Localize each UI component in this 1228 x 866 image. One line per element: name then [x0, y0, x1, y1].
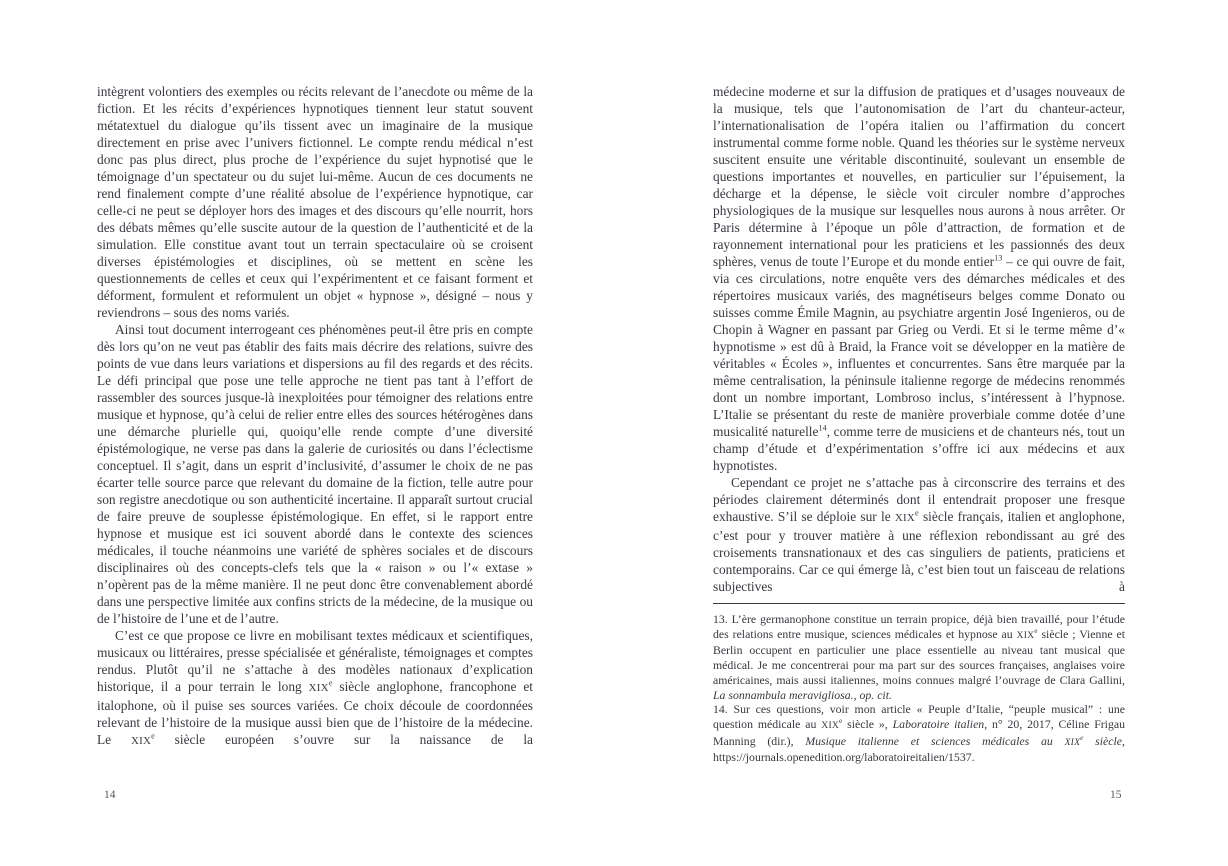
page-number: 14 — [104, 789, 116, 801]
paragraph: médecine moderne et sur la diffusion de pratiques et d’usages nouveaux de la musique, tels que l’autonomisation de l’art du chanteur-acteur, l’internationalisation de l’opéra italien ou l’affirmation du concert instrumental comme forme noble. Quand les théories sur le système nerveux suscitent ensuite une véritable discontinuité, soulevant un ensemble de questions importantes et nouvelles, en particulier sur l’épuisement, la décharge et la dépense, le siècle voit circuler nombre d’approches physiologiques de la musique sur lesquelles nous aurons à nous arrêter. Or Paris détermine à l’époque un pôle d’attraction, de formation et de rayonnement international pour les praticiens et les passionnés des deux sphères, venus de toute l’Europe et du monde entier$^{13}$ – ce qui ouvre de fait, via ces circulations, notre enquête vers des démarches médicales et des répertoires musicaux variés, des magnétiseurs belges comme Donato ou suisses comme Émile Magnin, au psychiatre argentin José Ingenieros, ou de Chopin à Wagner en passant par Grieg ou Verdi. Et si le terme même d’« hypnotisme » est dû à Braid, la France voit se développer en la matière de véritables « Écoles », influentes et concurrentes. Sans être marquée par la même centralisation, la péninsule italienne regorge de médecins renommés dont un nombre important, Lombroso inclus, s’intéressent à l’hypnose. L’Italie se présentant du reste de manière proverbiale comme dotée d’une musicalité naturelle$^{14}$, comme terre de musiciens et de chanteurs nés, tout un champ d’étude et d’expérimentation s’offre ici aux médecins et aux hypnotistes. — [713, 84, 1125, 473]
footnote-list — [713, 612, 1125, 765]
footnote: 14. Sur ces questions, voir mon article « Peuple d’Italie, “peuple musical” : une question médicale au XIXe siècle », Laboratoire italien, n° 20, 2017, Céline Frigau Manning (dir.), Musique italienne et sciences médicales au XIXe siècle, https://journals.openedition.org/laboratoireitalien/1537. — [713, 702, 1125, 765]
paragraph: Cependant ce projet ne s’attache pas à circonscrire des terrains et des périodes clairement déterminés dont il entendrait proposer une fresque exhaustive. S’il se déploie sur le XIXe siècle français, italien et anglophone, c’est pour y trouver matière à une réflexion rebondissant au gré des croisements transnationaux et des cas singuliers de patients, praticiens et contemporains. Car ce qui émerge là, c’est bien tout un faisceau de relations subjectives à — [713, 475, 1125, 594]
page-15 — [713, 83, 1126, 765]
paragraph: C’est ce que propose ce livre en mobilisant textes médicaux et scientifiques, musicaux ou littéraires, presse spécialisée et généraliste, témoignages et comptes rendus. Plutôt qu’il ne s’attache à des modèles nationaux d’explication historique, il a pour terrain le long XIXe siècle anglophone, francophone et italophone, où il puise ses sources variées. Ce choix découle de coordonnées relevant de l’histoire de la musique aussi bien que de l’histoire de la médecine. Le XIXe siècle européen s’ouvre sur la naissance de la — [97, 628, 533, 747]
text-column-right — [713, 83, 1125, 595]
text-column-left — [97, 83, 533, 750]
footnote: 13. L’ère germanophone constitue un terrain propice, déjà bien travaillé, pour l’étude des relations entre musique, sciences médicales et hypnose au XIXe siècle ; Vienne et Berlin occupent en particulier une place essentielle au niveau tant musical que médical. Je me concentrerai pour ma part sur des sources françaises, anglaises voire américaines, mais aussi italiennes, moins connues malgré l’ouvrage de Clara Gallini, La sonnambula meravigliosa., op. cit. — [713, 612, 1126, 702]
page-number: 15 — [1110, 789, 1122, 801]
footnotes-block — [713, 603, 1125, 765]
page-14 — [97, 83, 533, 750]
footnote-separator — [713, 603, 1125, 604]
paragraph: Ainsi tout document interrogeant ces phénomènes peut-il être pris en compte dès lors qu’on ne veut pas établir des faits mais décrire des relations, suivre des points de vue dans leurs variations et dispersions au fil des regards et des récits. Le défi principal que pose une telle approche ne tient pas tant à l’effort de rassembler des sources jusque-là inexploitées pour témoigner des relations entre musique et hypnose, qu’à celui de relier entre elles des sources hétérogènes dans une démarche plurielle qui, quoiqu’elle rende compte d’une diversité épistémologique, ne verse pas dans la galerie de curiosités ou dans l’éclectisme conceptuel. Il s’agit, dans un esprit d’inclusivité, d’assumer le choix de ne pas écarter telle source parce que relevant du domaine de la fiction, telle autre pour son registre anecdotique ou son authenticité incertaine. Il apparaît surtout crucial de faire preuve de souplesse épistémologique. En effet, si le rapport entre hypnose et musique est ici souvent abordé dans le contexte des sciences médicales, il touche néanmoins une variété de sphères sociales et de discours disciplinaires où des concepts-clefs tels que la « raison » ou l’« extase » n’opèrent pas de la même manière. Il ne peut donc être convenablement abordé dans une perspective limitée aux confins stricts de la médecine, de la musique ou de l’histoire de l’une et de l’autre. — [97, 322, 533, 626]
paragraph: intègrent volontiers des exemples ou récits relevant de l’anecdote ou même de la fiction. Et les récits d’expériences hypnotiques tiennent leur statut souvent métatextuel du dialogue qu’ils tissent avec un imaginaire de la musique directement en prise avec l’univers fictionnel. Le compte rendu médical n’est donc pas plus direct, plus proche de l’expérience du sujet hypnotisé que le témoignage d’un spectateur ou du sujet lui-même. Aucun de ces documents ne rend finalement compte d’une réalité absolue de l’expérience hypnotique, car celle-ci ne peut se déployer hors des images et des discours qu’elle nourrit, hors des débats mêmes qu’elle suscite autour de la question de l’authenticité et de la simulation. Elle constitue avant tout un terrain spectaculaire où se croisent diverses épistémologies et disciplines, où se mettent en scène les questionnements de celles et ceux qui l’expérimentent et ce faisant forment et déforment, formulent et reformulent un objet « hypnose », désigné – nous y reviendrons – sous des noms variés. — [97, 84, 533, 320]
